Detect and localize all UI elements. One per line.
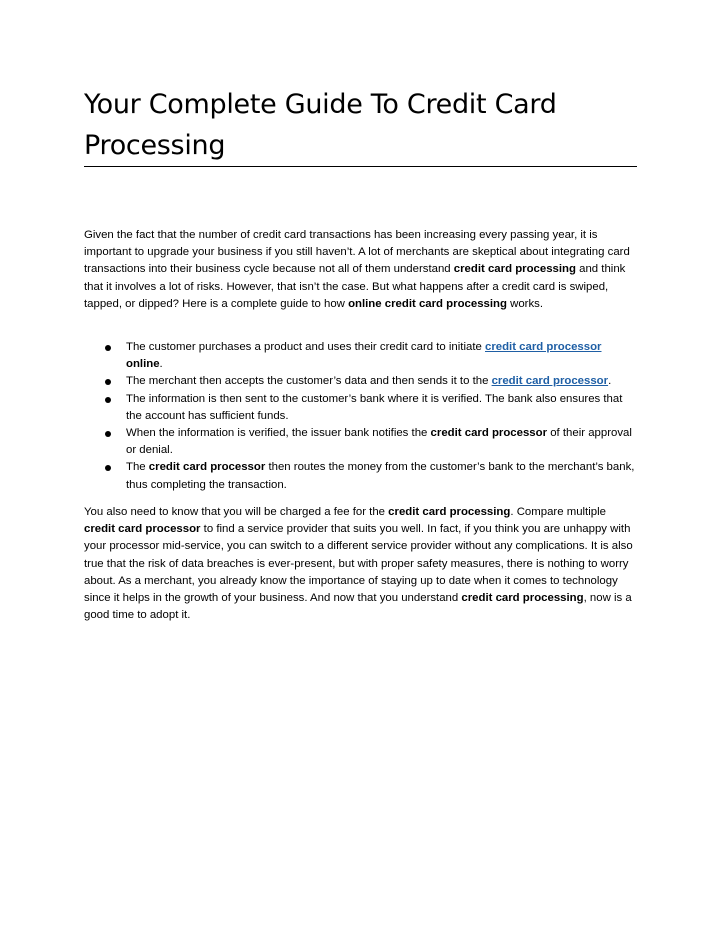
step-bold: online bbox=[126, 358, 160, 371]
closing-paragraph bbox=[84, 504, 640, 624]
list-item bbox=[84, 459, 640, 493]
steps-list bbox=[84, 339, 640, 494]
title-underline-divider bbox=[84, 166, 637, 167]
credit-card-processor-link[interactable]: credit card processor bbox=[485, 341, 602, 353]
page-title: Your Complete Guide To Credit Card Processing bbox=[84, 89, 557, 161]
bullet-icon bbox=[105, 431, 111, 437]
step-text: When the information is verified, the issuer bank notifies the bbox=[126, 427, 431, 440]
step-text: The bbox=[126, 461, 149, 474]
intro-text-3: works. bbox=[506, 297, 544, 310]
step-text: of their approval or denial. bbox=[126, 427, 632, 457]
step-text: The merchant then accepts the customer’s data and then sends it to the bbox=[126, 375, 492, 388]
step-text: The customer purchases a product and uses their credit card to initiate bbox=[126, 341, 485, 353]
list-item bbox=[84, 391, 640, 425]
closing-text-2: . Compare multiple bbox=[510, 506, 606, 518]
bullet-icon bbox=[105, 397, 111, 403]
step-text: . bbox=[159, 358, 163, 371]
intro-bold-2: online credit card processing bbox=[348, 297, 507, 310]
intro-text-2: and think that it involves a lot of risks. However, that isn’t the case. But what happens after a credit card is swiped, tapped, or dipped? Here is a complete guide to how bbox=[84, 263, 626, 310]
bullet-icon bbox=[105, 465, 111, 471]
step-text: The information is then sent to the customer’s bank where it is verified. The bank also ensures that the account has sufficient funds. bbox=[126, 392, 623, 422]
closing-bold-2: credit card processor bbox=[84, 523, 201, 536]
closing-text-3: to find a service provider that suits you well. In fact, if you think you are unhappy with your processor mid-service, you can switch to a different service provider without any complications. It is also true that the risk of data breaches is ever-present, but with proper safety measures, there is nothing to worry about. As a merchant, you already know the importance of staying up to date when it comes to technology since it helps in the growth of your business. And now that you understand bbox=[84, 523, 633, 605]
closing-bold-3: credit card processing bbox=[461, 592, 584, 605]
list-item bbox=[84, 425, 640, 459]
bullet-icon bbox=[105, 345, 111, 351]
intro-paragraph bbox=[84, 227, 640, 313]
step-bold: credit card processor bbox=[148, 461, 266, 474]
closing-text-1: You also need to know that you will be charged a fee for the bbox=[84, 506, 389, 518]
step-text: then routes the money from the customer’s bank to the merchant’s bank, thus completing the transaction. bbox=[126, 461, 635, 491]
list-item bbox=[84, 339, 640, 373]
closing-text-4: , now is a good time to adopt it. bbox=[84, 592, 632, 622]
step-text: . bbox=[608, 375, 612, 388]
list-item bbox=[84, 373, 640, 390]
step-bold: credit card processor bbox=[430, 427, 548, 440]
intro-bold-1: credit card processing bbox=[453, 263, 576, 276]
bullet-icon bbox=[105, 379, 111, 385]
intro-text-1: Given the fact that the number of credit card transactions has been increasing every passing year, it is important to upgrade your business if you still haven’t. A lot of merchants are skeptical about integrating card transactions into their business cycle because not all of them understand bbox=[84, 229, 630, 276]
credit-card-processor-link[interactable]: credit card processor bbox=[491, 375, 609, 388]
closing-bold-1: credit card processing bbox=[388, 506, 511, 518]
